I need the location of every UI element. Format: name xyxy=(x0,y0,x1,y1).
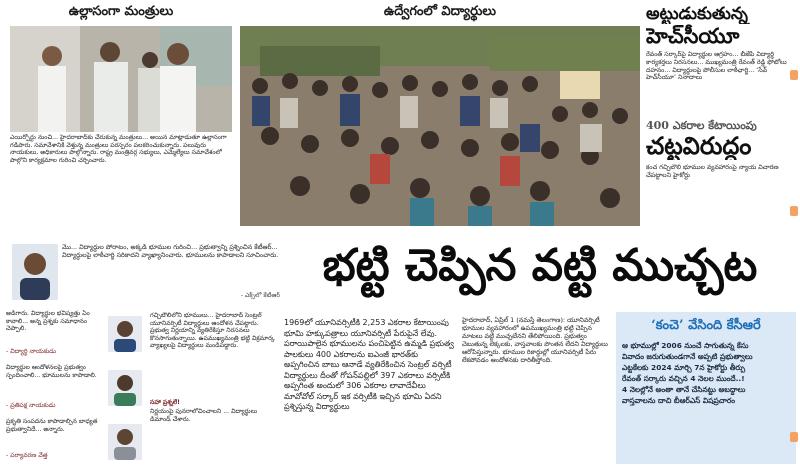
photo-caption-students: ఉద్వేగంలో విద్యార్థులు xyxy=(383,4,497,19)
hcu-story xyxy=(646,4,796,232)
headline-byline: - ఎక్స్‌లో కేటీఆర్ xyxy=(240,292,280,299)
headline-intro: మొ... విద్యార్థుల పోరాటం, అక్కడి భూముల గురించి... ప్రభుత్వాన్ని ప్రశ్నించిన కేటీఆర్... విద్యార్థులపై లాఠీచార్జి సరికాదని వ్యాఖ్యానించారు. భూములను కాపాడాలని సూచించారు. xyxy=(62,243,279,259)
ministers-photo-image xyxy=(10,26,232,132)
main-column-text: 1969లో యూనివర్సిటీకి 2,253 ఎకరాల కేటాయింపు భూమి హక్కుపత్రాలు యూనివర్సిటీ పేరుపైనే లేవు. పరాయిపాలైన భూములను పంచిపెట్టిన ఉమ్మడి ప్రభుత్వ పాలకులు 400 ఎకరాలను ఐఎంజీ భారత్‌కు అప్పగించిన బాబు ఆనాడే వ్యతిరేకించిన సెంట్రల్ వర్సిటీ విద్యార్థులు దీంతో గోపన్‌పల్లిలో 397 ఎకరాలు వర్సిటీకి అప్పగింత అందులో 306 ఎకరాల లావాదేవీలు మావోవోల్ సర్కార్ ఇక వర్సిటీకి ఇచ్చిన భూమి ఏదని ప్రశ్నిస్తున్న విద్యార్థులు xyxy=(284,318,454,411)
kcr-box-item: ఆ భూముల్లో 2006 నుంచే సాగుతున్న కేసు xyxy=(622,341,749,350)
center-column xyxy=(150,312,276,464)
quote-avatar xyxy=(108,316,142,352)
right-column-text: హైదరాబాద్, ఏప్రిల్ 1 (నమస్తే తెలంగాణ): యూనివర్సిటీ భూముల వ్యవహారంలో ఉపముఖ్యమంత్రి భట్టి చెప్పిన మాటలు వట్టి ముచ్చటేనని తేలిపోయింది. ప్రభుత్వం చెబుతున్న లెక్కలకు, వాస్తవాలకు పొంతన లేదని విద్యార్థులు ఆరోపిస్తున్నారు. భూముల రికార్డుల్లో యూనివర్సిటీ పేరు లేకపోవడం ఆందోళనకు దారితీస్తోంది. xyxy=(462,316,608,364)
students-protest-image xyxy=(240,26,640,226)
page-marker-icon xyxy=(790,432,798,442)
main-headline: భట్టి చెప్పిన వట్టి ముచ్చట xyxy=(322,240,758,291)
hcu-body: రేవంత్ సర్కార్‌పై విద్యార్థుల ఆగ్రహం... బీజేపీ విద్యార్థి కార్యకర్తలు నిరసనలు... ముఖ్యమంత్రి రేవంత్ రెడ్డి ఫోటోలు దహనం... విద్యార్థులపై పోలీసుల లాఠీఛార్జి... ‘సేవ్ హెచ్‌సీయూ’ నినాదాలు xyxy=(646,51,787,82)
center-column-text2: నిర్ణయంపై పునరాలోచించాలని ... విద్యార్థులు డిమాండ్ చేశారు. xyxy=(150,408,258,423)
side-quotes xyxy=(6,310,146,464)
kcr-box-item: వివాదం జరుగుతుండగానే అప్పటి ప్రభుత్వాలు xyxy=(622,352,753,361)
side-quote-byline: - విద్యార్థి నాయకుడు xyxy=(6,348,56,355)
hcu-body2: కంచ గచ్చిబౌలి భూముల వ్యవహారంపై న్యాయ విచారణ చేపట్టాలని హైకోర్టు xyxy=(646,164,779,179)
side-quote xyxy=(6,418,102,462)
side-quote xyxy=(6,364,102,412)
hcu-headline-line1: అట్టుడుకుతున్న xyxy=(646,4,748,24)
kcr-box-item: వాస్తవాలను దాచి బీఆర్‌ఎస్ విషప్రచారం xyxy=(622,396,735,405)
side-quote-byline: - పర్యావరణ వేత్త xyxy=(6,452,48,459)
photo-caption-ministers: ఉల్లాసంగా మంత్రులు xyxy=(68,4,174,19)
kcr-box-item: 4 నెలల్లోనే అంతా తానే చేసినట్టు అబద్ధాలు xyxy=(622,385,746,394)
center-column-text: గచ్చిబౌలిలోని భూములు... హైదరాబాద్ సెంట్రల్ యూనివర్సిటీ విద్యార్థులు ఆందోళన చేపట్టారు. ప్రభుత్వ నిర్ణయాన్ని వ్యతిరేకిస్తూ నిరసనలు కొనసాగుతున్నాయి. ఉపముఖ్యమంత్రి భట్టి విక్రమార్క వ్యాఖ్యలపై విద్యార్థులు మండిపడ్డారు. xyxy=(150,312,275,350)
hcu-headline2-top: 400 ఎకరాల కేటాయింపు xyxy=(646,119,757,132)
person-portrait-icon xyxy=(108,316,142,352)
kcr-box-item: రేవంత్ సర్కారు వచ్చిన 4 నెలల ముందే..! xyxy=(622,374,745,383)
person-portrait-icon xyxy=(12,244,58,300)
kcr-fence-box xyxy=(616,312,796,464)
kcr-box-title: ‘కంచె’ వేసింది కేసీఆరే xyxy=(651,318,761,333)
page-marker-icon xyxy=(790,206,798,216)
page-marker-icon xyxy=(790,70,798,80)
person-portrait-icon xyxy=(108,424,142,460)
hcu-headline2-main: చట్టవిరుద్ధం xyxy=(646,132,752,160)
ministers-photo-body: ఎయిర్పోర్టు నుంచి... హైదరాబాద్‌కు చేరుకున్న మంత్రులు... అయిన మాట్లాడుతూ ఉల్లాసంగా గడిపారు. సమావేశానికి వెళ్తున్న మంత్రులు పరస్పరం పలకరించుకున్నారు. పలువురు నాయకులు, అధికారులు పాల్గొన్నారు. రాష్ట్ర మంత్రివర్గ సభ్యులు, ఎమ్మెల్యేలు సమావేశంలో పాల్గొని కార్యక్రమాల గురించి చర్చించారు. xyxy=(10,134,227,164)
kcr-box-item: ఎట్టకేలకు 2024 మార్చి 7న హైకోర్టు తీర్పు xyxy=(622,363,746,372)
side-quote-byline: - ప్రతిపక్ష నాయకుడు xyxy=(6,402,56,409)
ktr-avatar xyxy=(12,244,58,300)
hcu-headline-line2: హెచ్‌సీయూ xyxy=(646,24,740,48)
quote-avatar xyxy=(108,370,142,406)
center-column-subhead: సహా ప్రశ్నలే! xyxy=(150,399,180,406)
side-quote-text: అడిగారు. విద్యార్థుల భవిష్యత్తు ఏం కావాలి... అన్న ప్రశ్నకు సమాధానం చెప్పాలి. xyxy=(6,310,90,333)
side-quote-text: ప్రకృతి సంపదను కాపాడాల్సిన బాధ్యత ప్రభుత్వానిదే... అన్నారు. xyxy=(6,418,98,433)
side-quote xyxy=(6,310,102,358)
person-portrait-icon xyxy=(108,370,142,406)
quote-avatar xyxy=(108,424,142,460)
students-protest-photo xyxy=(240,26,640,226)
ministers-photo xyxy=(10,26,232,132)
side-quote-text: విద్యార్థుల ఆందోళనలపై ప్రభుత్వం స్పందించాలి... భూములను కాపాడాలి. xyxy=(6,364,97,379)
